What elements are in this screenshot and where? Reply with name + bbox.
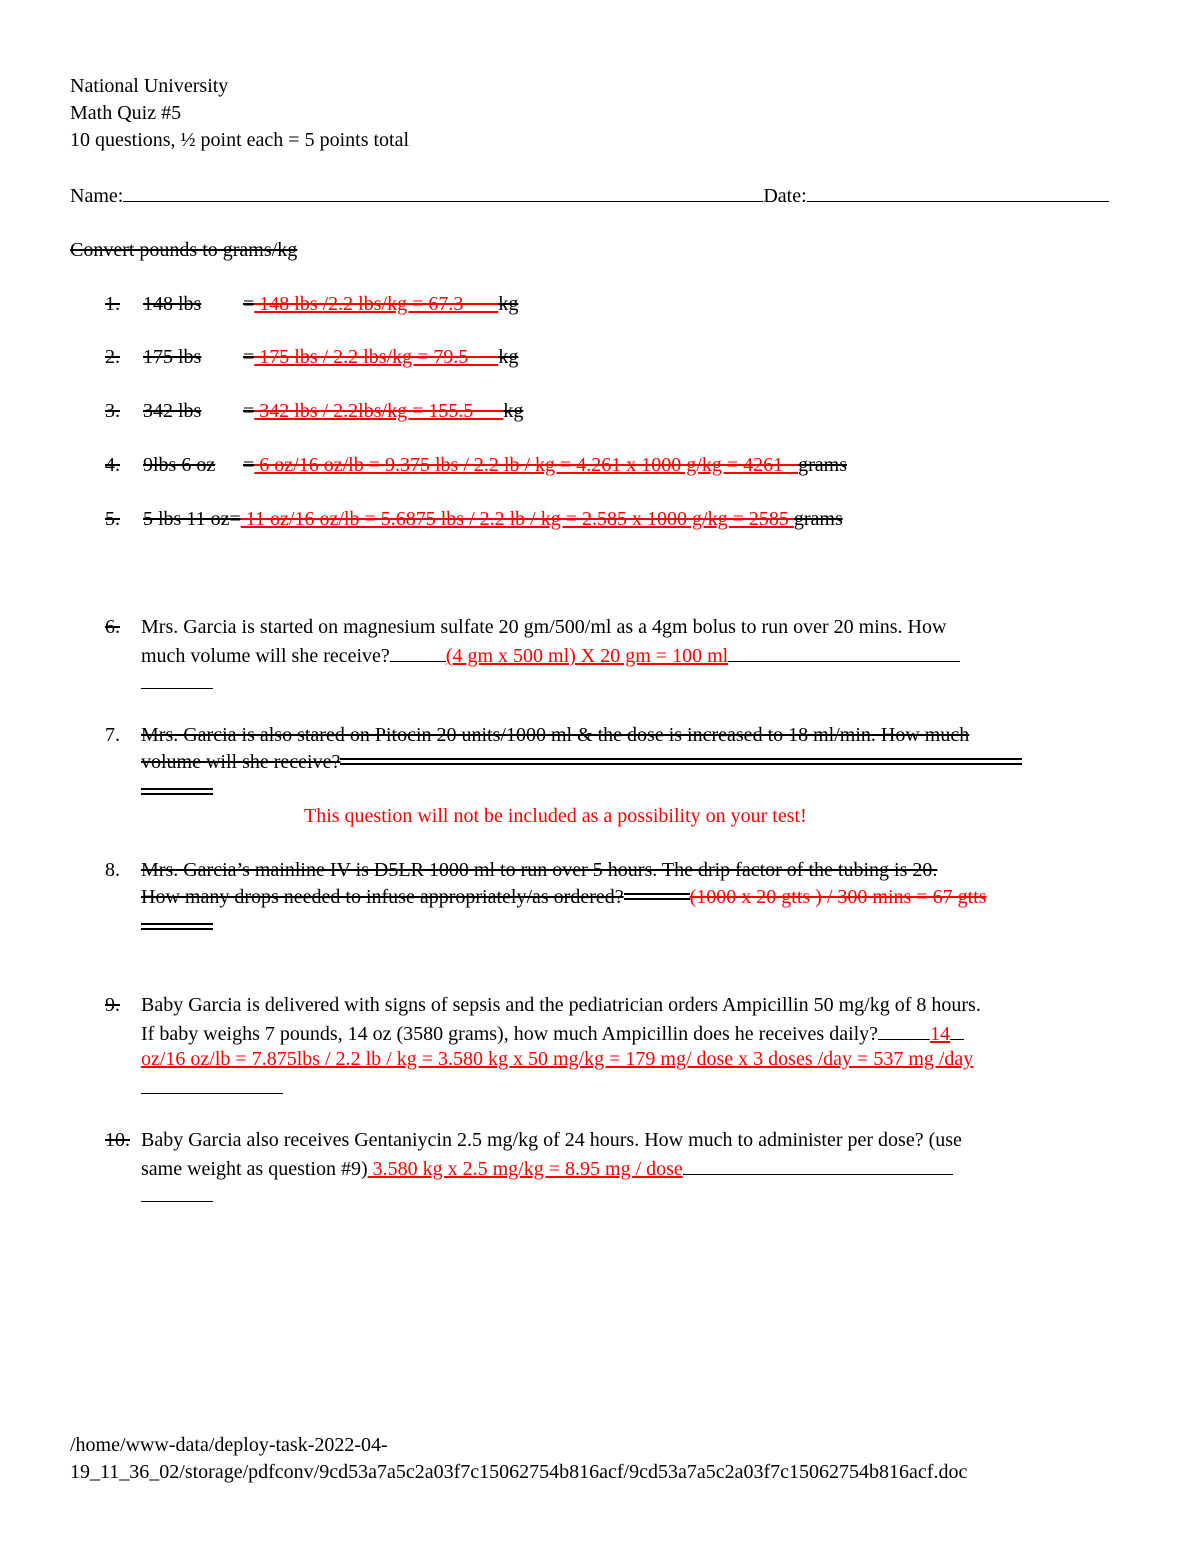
answer: 342 lbs / 2.2lbs/kg = 155.5: [254, 400, 504, 422]
question-7-line2: volume will she receive?: [141, 749, 1022, 775]
institution-name: National University: [70, 75, 229, 97]
date-blank[interactable]: [807, 181, 1109, 202]
list-item: 2. 175 lbs = 175 lbs / 2.2 lbs/kg = 79.5 kg: [105, 346, 519, 368]
question-8-line2: How many drops needed to infuse appropriately/as ordered? (1000 x 20 gtts ) / 300 mins = 67 gtts: [141, 886, 987, 908]
question-6-line2: much volume will she receive? (4 gm x 500 ml) X 20 gm = 100 ml: [141, 641, 960, 669]
question-9: 9. Baby Garcia is delivered with signs of sepsis and the pediatrician orders Ampicillin 50 mg/kg of 8 hours.: [105, 994, 981, 1016]
answer-blank: [141, 668, 213, 696]
answer: 14: [930, 1023, 951, 1045]
quiz-title: Math Quiz #5: [70, 102, 182, 124]
name-label: Name:: [70, 185, 124, 207]
footer-path-line1: /home/www-data/deploy-task-2022-04-: [70, 1434, 388, 1456]
answer: oz/16 oz/lb = 7.875lbs / 2.2 lb / kg = 3.580 kg x 50 mg/kg = 179 mg/ dose x 3 doses /day = 537 mg /day: [141, 1048, 974, 1070]
question-7: 7. Mrs. Garcia is also stared on Pitocin 20 units/1000 ml & the dose is increased to 18 ml/min. How much: [105, 724, 970, 746]
answer: 148 lbs /2.2 lbs/kg = 67.3: [254, 293, 499, 315]
answer: 11 oz/16 oz/lb = 5.6875 lbs / 2.2 lb / kg = 2.585 x 1000 g/kg = 2585: [240, 508, 794, 530]
quiz-points: 10 questions, ½ point each = 5 points total: [70, 129, 410, 151]
list-item: 4. 9lbs 6 oz = 6 oz/16 oz/lb = 9.375 lbs / 2.2 lb / kg = 4.261 x 1000 g/kg = 4261 grams: [105, 454, 847, 476]
question-10: 10. Baby Garcia also receives Gentaniycin 2.5 mg/kg of 24 hours. How much to administer per dose? (use: [105, 1129, 962, 1151]
note: This question will not be included as a possibility on your test!: [304, 805, 807, 827]
name-row: [70, 181, 1109, 209]
footer-path-line2: 19_11_36_02/storage/pdfconv/9cd53a7a5c2a03f7c15062754b816acf/9cd53a7a5c2a03f7c15062754b816acf.doc: [70, 1461, 968, 1483]
list-item: 1. 148 lbs = 148 lbs /2.2 lbs/kg = 67.3 kg: [105, 293, 519, 315]
answer: 175 lbs / 2.2 lbs/kg = 79.5: [254, 346, 499, 368]
answer-blank: [141, 1073, 283, 1101]
question-8: 8. Mrs. Garcia’s mainline IV is D5LR 1000 ml to run over 5 hours. The drip factor of the tubing is 20.: [105, 859, 938, 881]
answer-blank: [141, 911, 213, 937]
name-blank[interactable]: [123, 181, 763, 202]
section-title: Convert pounds to grams/kg: [70, 239, 298, 261]
answer: 6 oz/16 oz/lb = 9.375 lbs / 2.2 lb / kg = 4.261 x 1000 g/kg = 4261: [254, 454, 799, 476]
answer: (4 gm x 500 ml) X 20 gm = 100 ml: [445, 645, 729, 667]
answer-blank: [141, 776, 213, 802]
answer: (1000 x 20 gtts ) / 300 mins = 67 gtts: [689, 886, 987, 908]
answer-blank: [141, 1181, 213, 1209]
list-item: 5. 5 lbs 11 oz= 11 oz/16 oz/lb = 5.6875 lbs / 2.2 lb / kg = 2.585 x 1000 g/kg = 2585 grams: [105, 508, 843, 530]
question-6: 6. Mrs. Garcia is started on magnesium sulfate 20 gm/500/ml as a 4gm bolus to run over 20 mins. How: [105, 616, 947, 638]
question-10-line2: same weight as question #9) 3.580 kg x 2.5 mg/kg = 8.95 mg / dose: [141, 1154, 953, 1182]
answer: 3.580 kg x 2.5 mg/kg = 8.95 mg / dose: [367, 1158, 683, 1180]
question-9-line2: If baby weighs 7 pounds, 14 oz (3580 grams), how much Ampicillin does he receives daily? 14: [141, 1019, 964, 1047]
date-label: Date:: [763, 185, 807, 207]
list-item: 3. 342 lbs = 342 lbs / 2.2lbs/kg = 155.5 kg: [105, 400, 524, 422]
